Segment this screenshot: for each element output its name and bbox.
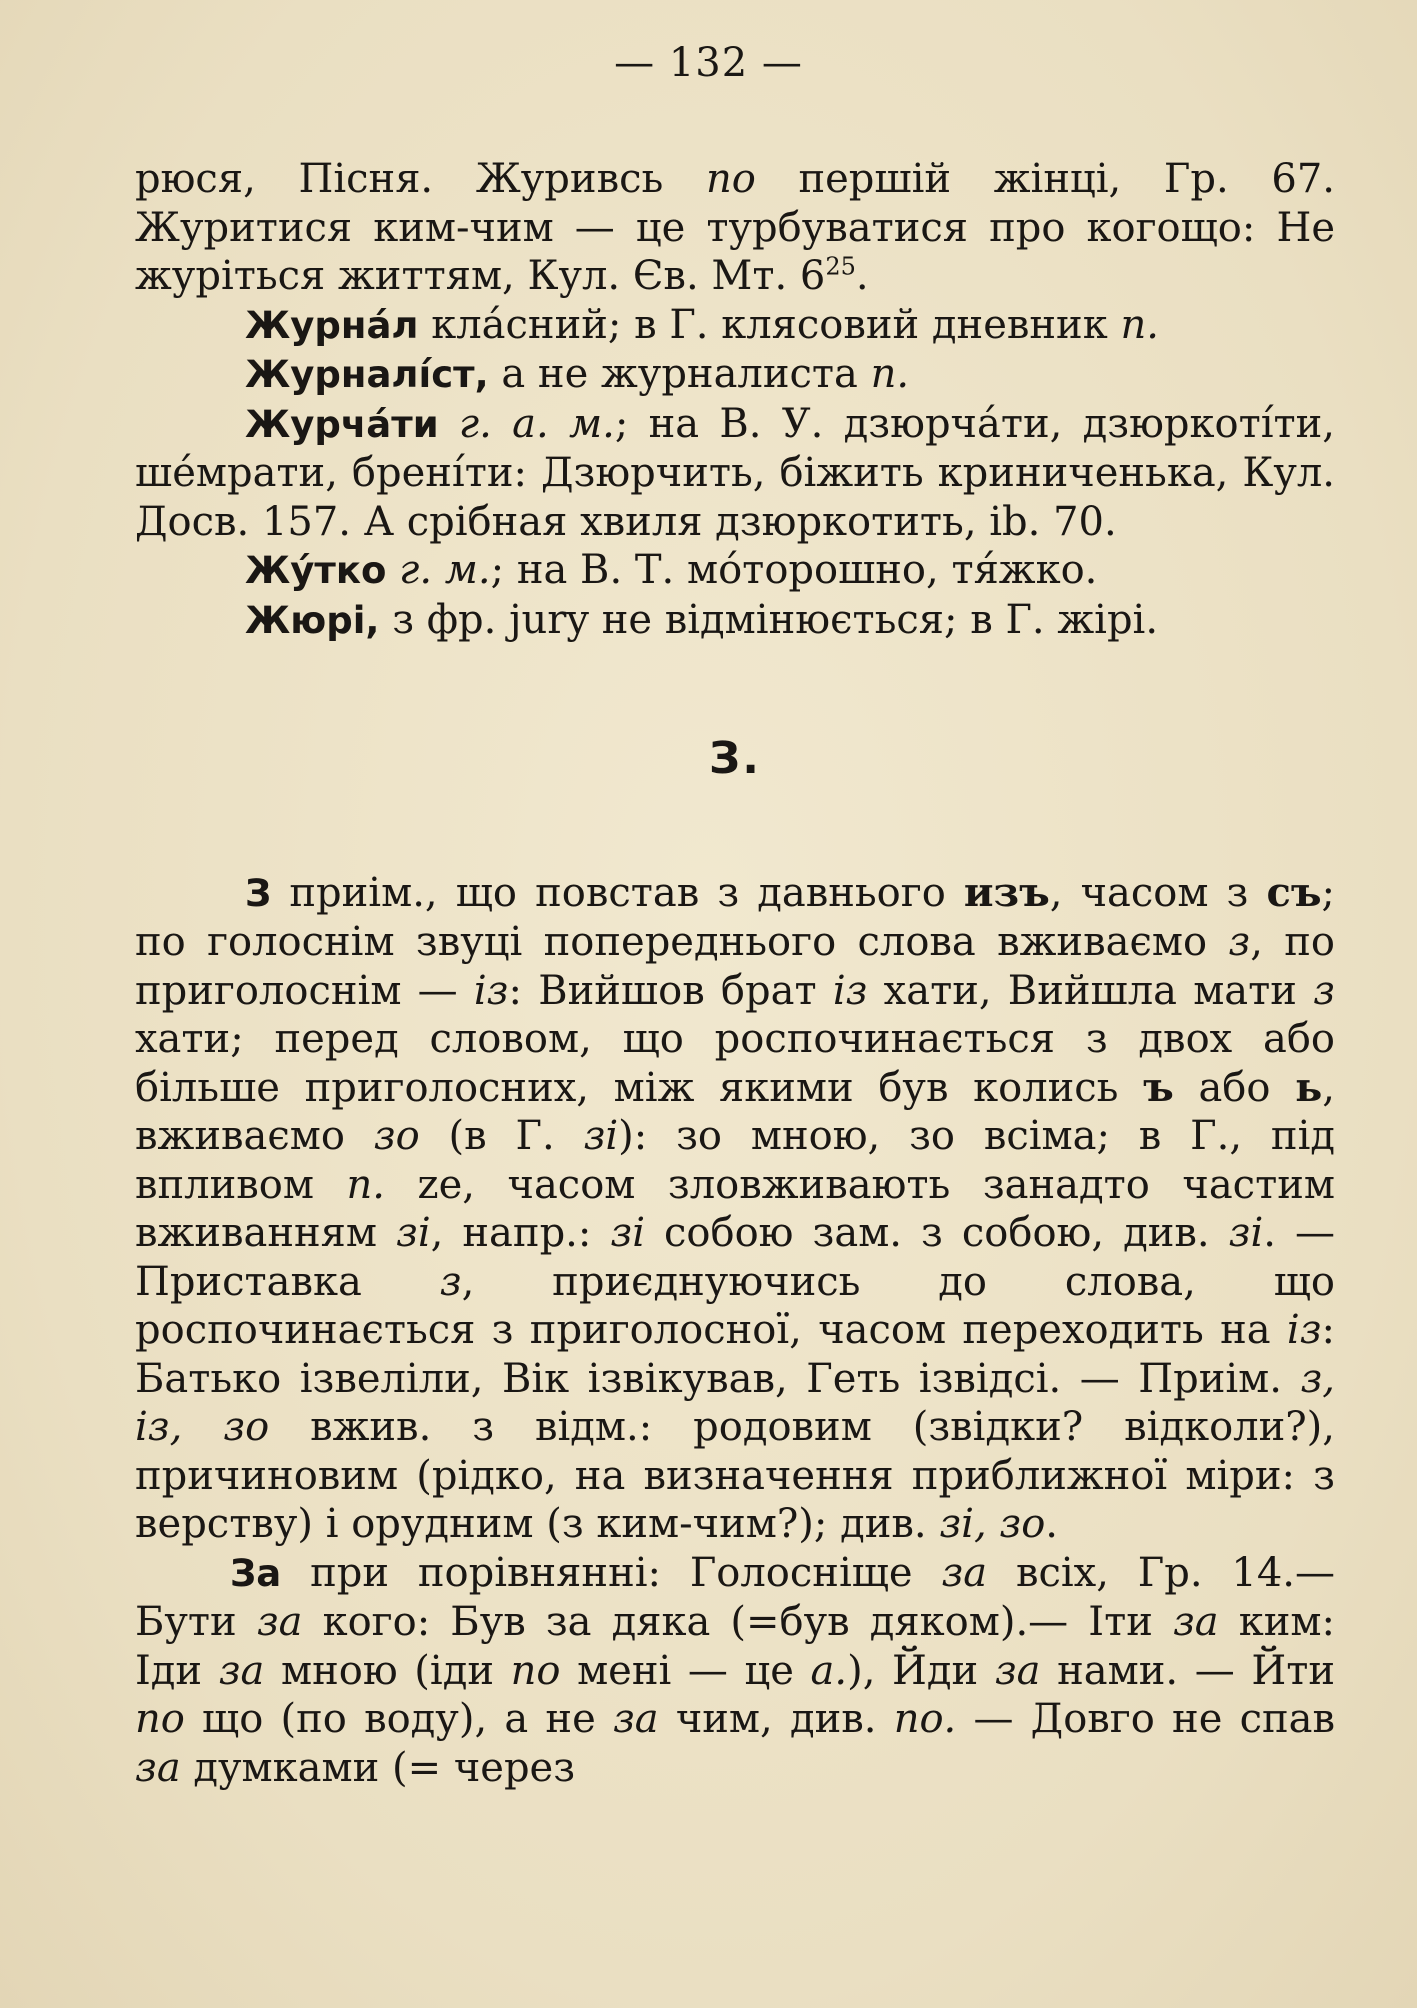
- entry-zhurytysia-continuation: рюся, Пісня. Журивсь по першій жінці, Гр. 67. Журитися ким-чим — це турбуватися про когощо: Не журіться життям, Кул. Єв. Мт. $6^{25}$.: [135, 156, 1335, 299]
- section-letter-heading: З.: [709, 733, 761, 784]
- entry-zhurnal: Журна́л кла́сний; в Г. клясовий дневник п.: [245, 301, 1159, 348]
- headword: Журча́ти: [245, 402, 439, 446]
- headword: За: [230, 1551, 282, 1595]
- entry-z: З приім., що повстав з давнього изъ, часом з съ; по голоснім звуці попереднього слова вживаємо з, по приголоснім — із: Вийшов брат із хати, Вийшла мати з хати; перед словом, що роспочинається з двох або більше приголосних, між якими був колись ъ або ь, вживаємо зо (в Г. зі): зо мною, зо всіма; в Г., під впливом п. ze, часом зловживають занадто частим вживанням зі, напр.: зі собою зам. з собою, див. зі. — Приставка з, приєднуючись до слова, що роспочинається з приголосної, часом переходить на із: Батько ізвеліли, Вік ізвікував, Геть ізвідсі. — Приім. з, із, зо вжив. з відм.: родовим (звідки? відколи?), причиновим (рідко, на визначення приближної міри: з верству) і орудним (з ким-чим?); див. зі, зо.: [135, 868, 1336, 1547]
- text-column: [135, 155, 1335, 1792]
- entry-zhiuri: Жюрі, з фр. jury не відмінюється; в Г. жірі.: [245, 596, 1159, 643]
- headword: Журналі́ст,: [245, 353, 489, 396]
- entry-za: За при порівнянні: Голосніще за всіх, Гр. 14.— Бути за кого: Був за дяка (=був дяком).— Іти за ким: Іди за мною (іди по мені — це а.), Йди за нами. — Йти по що (по воду), а не за чим, див. по. — Довго не спав за думками (= через: [135, 1549, 1336, 1791]
- headword: Журна́л: [245, 303, 419, 347]
- headword: З: [245, 871, 272, 915]
- entry-zhurnalist: Журналі́ст, а не журналиста п.: [245, 351, 910, 397]
- entry-zhutko: Жу́тко г. м.; на В. Т. мо́торошно, тя́жко.: [245, 547, 1098, 593]
- headword: Жу́тко: [245, 549, 387, 592]
- headword: Жюрі,: [245, 598, 380, 642]
- page-number: — 132 —: [614, 40, 803, 86]
- entry-zhurchaty: Журча́ти г. а. м.; на В. У. дзюрча́ти, дзюркоті́ти, ше́мрати, брені́ти: Дзюрчить, біжить криниченька, Кул. Досв. 157. А срібная хвиля дзюркотить, ib. 70.: [135, 400, 1335, 545]
